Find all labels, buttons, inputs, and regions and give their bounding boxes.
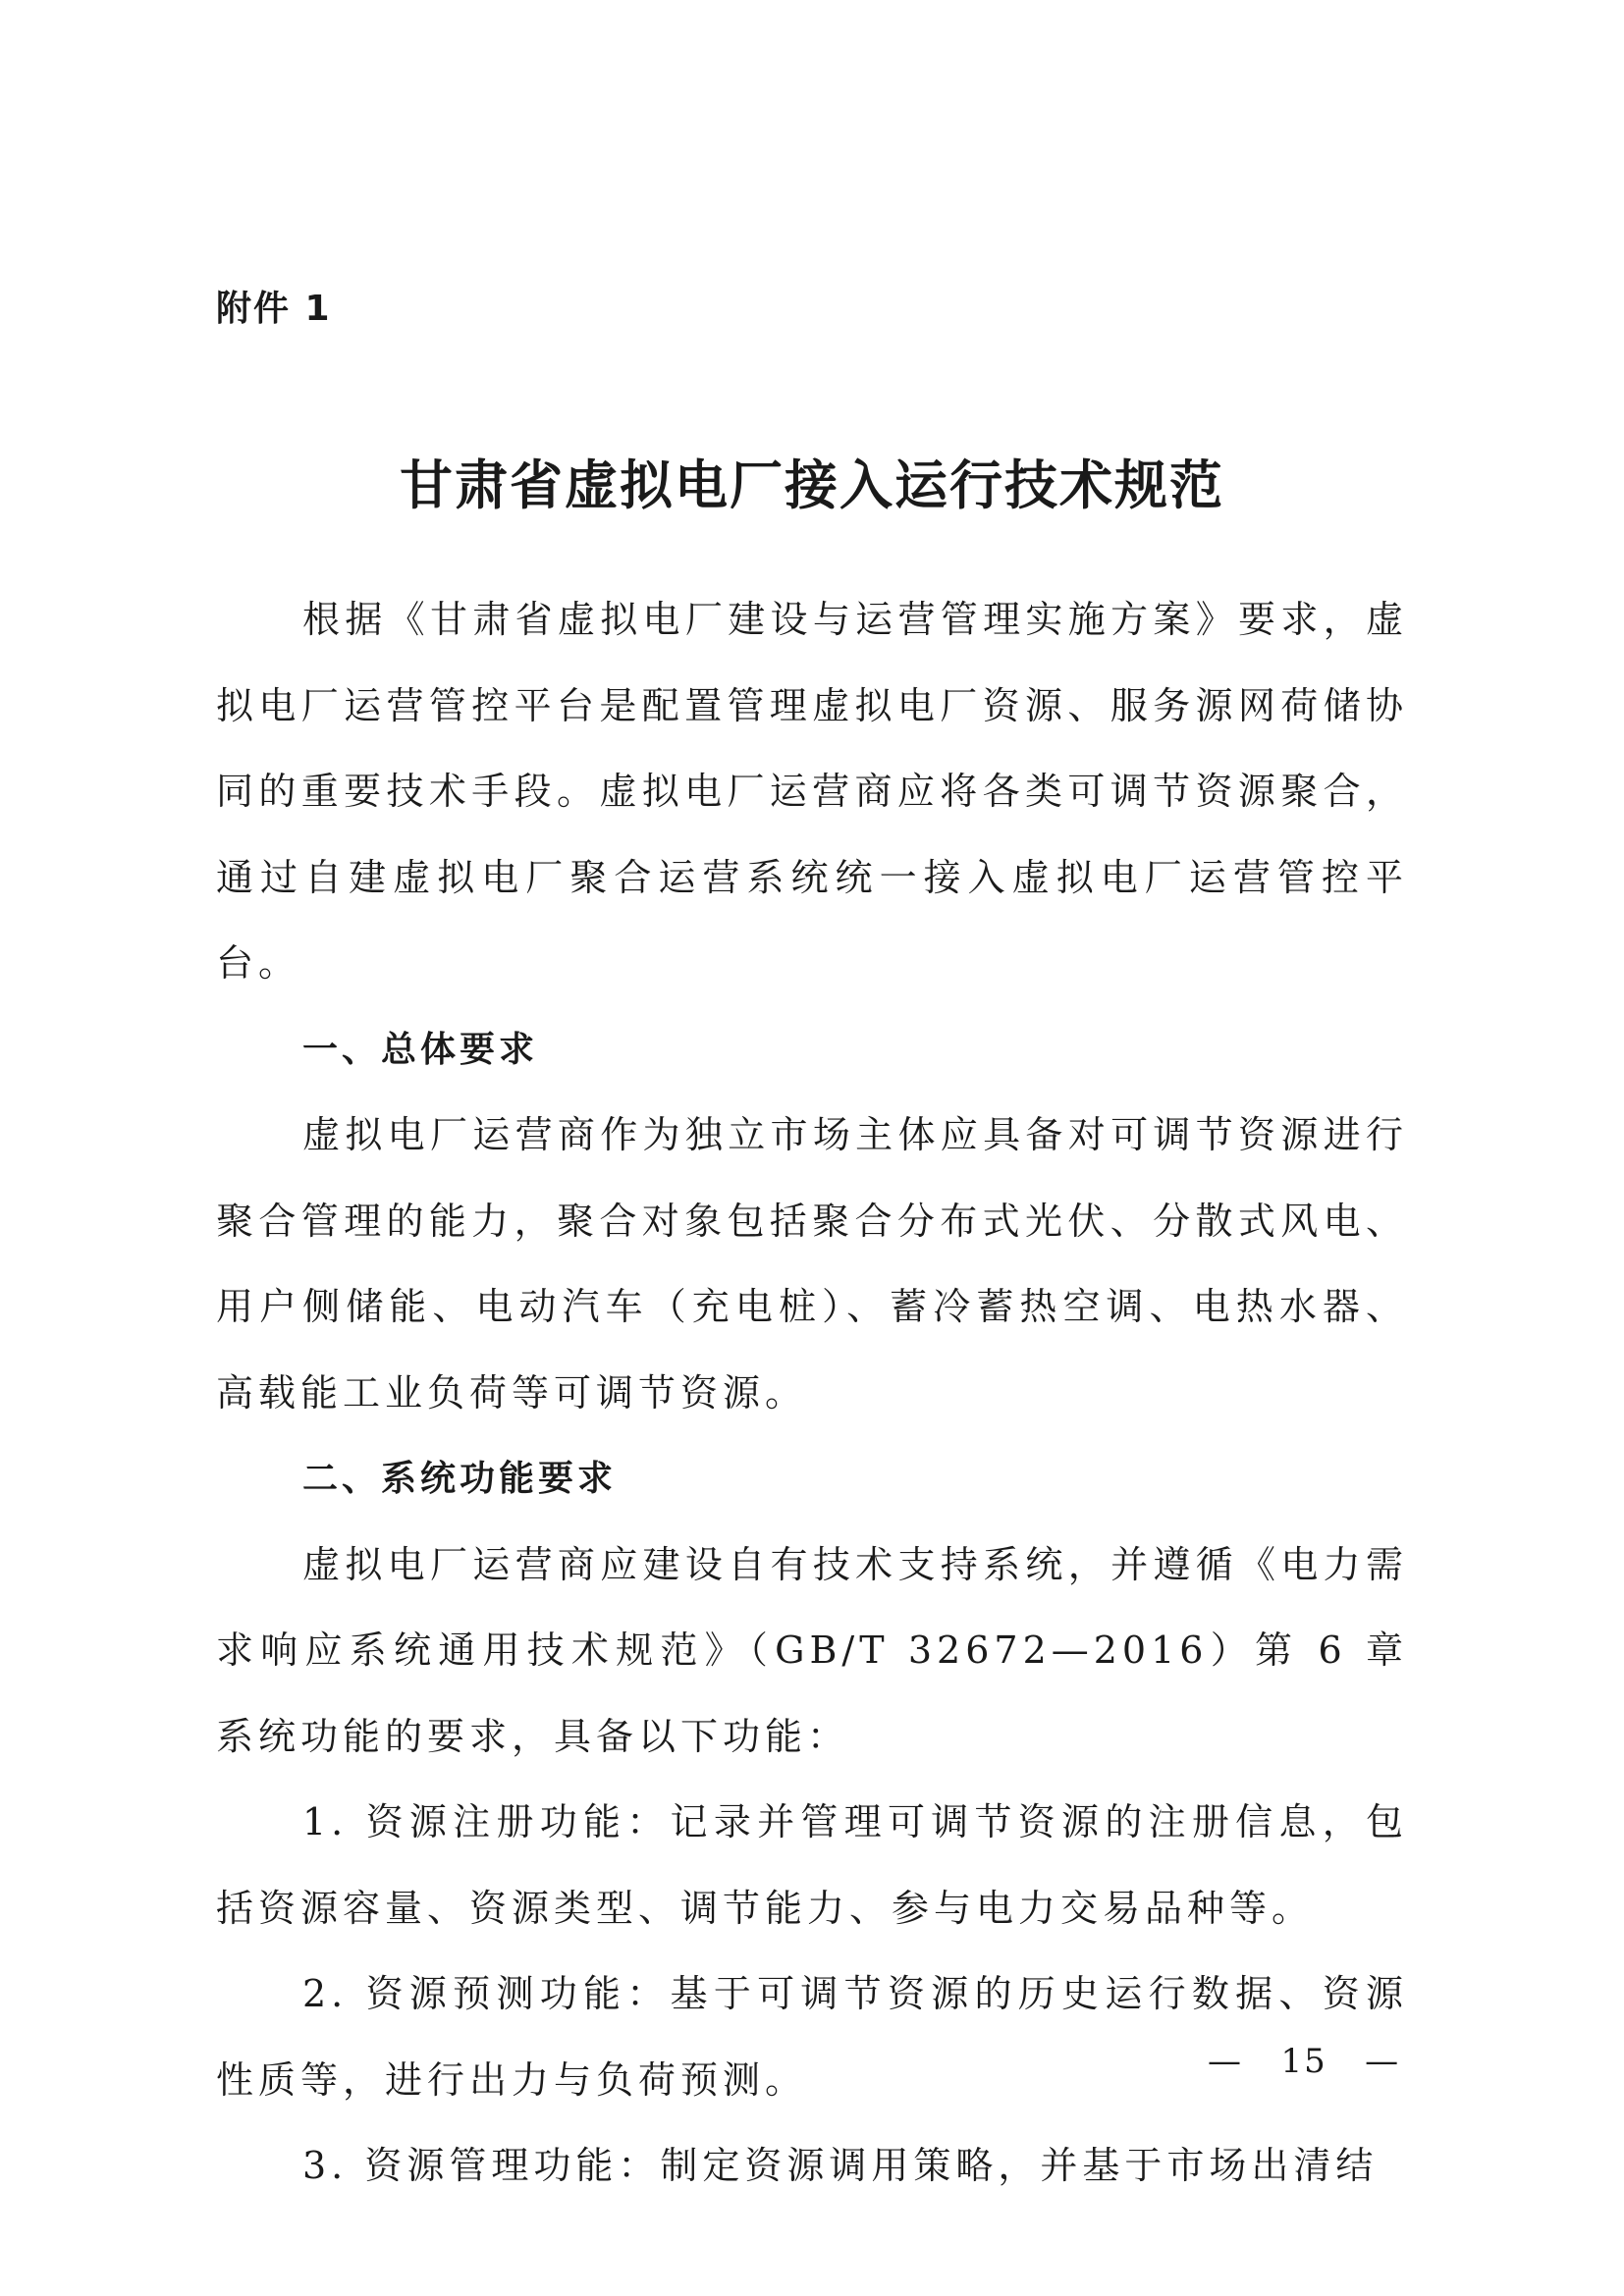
section-general-paragraph: 虚拟电厂运营商作为独立市场主体应具备对可调节资源进行聚合管理的能力，聚合对象包括聚合分布式光伏、分散式风电、用户侧储能、电动汽车（充电桩）、蓄冷蓄热空调、电热水器、高载能工业负荷等可调节资源。 xyxy=(216,1113,1408,1415)
section-heading-system-functions: 二、系统功能要求 xyxy=(302,1459,618,1499)
page-number-dash-left: — xyxy=(1208,2042,1243,2081)
list-item-resource-registration: 1. 资源注册功能：记录并管理可调节资源的注册信息，包括资源容量、资源类型、调节能力、参与电力交易品种等。 xyxy=(216,1800,1408,1930)
list-item-resource-management: 3. 资源管理功能：制定资源调用策略，并基于市场出清结 xyxy=(302,2144,1379,2187)
page-number-dash-right: — xyxy=(1365,2042,1401,2081)
section-system-functions-paragraph: 虚拟电厂运营商应建设自有技术支持系统，并遵循《电力需求响应系统通用技术规范》（GB/T 32672—2016）第 6 章系统功能的要求，具备以下功能： xyxy=(216,1542,1408,1758)
intro-paragraph: 根据《甘肃省虚拟电厂建设与运营管理实施方案》要求，虚拟电厂运营管控平台是配置管理虚拟电厂资源、服务源网荷储协同的重要技术手段。虚拟电厂运营商应将各类可调节资源聚合，通过自建虚拟电厂聚合运营系统统一接入虚拟电厂运营管控平台。 xyxy=(216,598,1408,985)
page-number-value: 15 xyxy=(1280,2042,1327,2081)
document-body xyxy=(216,577,1408,2210)
attachment-label: 附件 1 xyxy=(216,289,332,329)
document-title: 甘肃省虚拟电厂接入运行技术规范 xyxy=(400,454,1224,516)
section-heading-general: 一、总体要求 xyxy=(302,1029,539,1070)
list-item-resource-forecast: 2. 资源预测功能：基于可调节资源的历史运行数据、资源性质等，进行出力与负荷预测。 xyxy=(216,1972,1408,2102)
page-number xyxy=(1208,2042,1400,2081)
